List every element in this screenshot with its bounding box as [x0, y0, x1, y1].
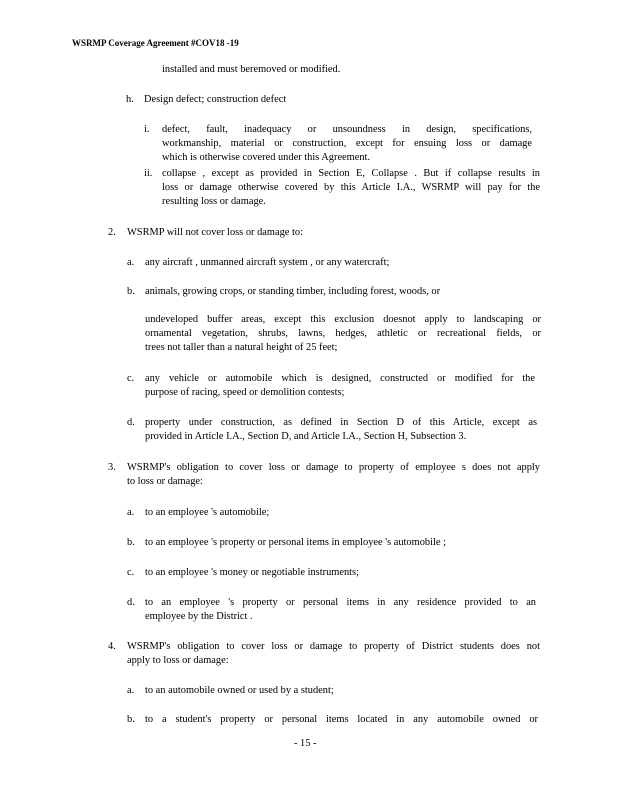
section-3-line-2: to loss or damage:: [127, 476, 203, 487]
section-3-a-text: to an employee 's automobile;: [145, 507, 270, 518]
section-3-d-line-1: to an employee 's property or personal items in any residence provided to an: [145, 597, 536, 608]
item-h-i-line-3: which is otherwise covered under this Agreement.: [162, 152, 371, 163]
section-2-b-line-3: ornamental vegetation, shrubs, lawns, hedges, athletic or recreational fields, or: [145, 328, 541, 339]
section-2-d-line-1: property under construction, as defined in Section D of this Article, except as: [145, 417, 537, 428]
item-h-marker: h.: [126, 94, 134, 105]
section-4-a-marker: a.: [127, 685, 135, 696]
item-h-ii-line-1: collapse , except as provided in Section E, Collapse . But if collapse results in: [162, 168, 540, 179]
section-3-b-marker: b.: [127, 537, 135, 548]
section-2-number: 2.: [108, 227, 116, 238]
item-h-text: Design defect; construction defect: [144, 94, 287, 105]
section-2-c-line-2: purpose of racing, speed or demolition contests;: [145, 387, 345, 398]
section-2-c-line-1: any vehicle or automobile which is designed, constructed or modified for the: [145, 373, 535, 384]
item-h-ii-marker: ii.: [144, 168, 153, 179]
section-2-a-marker: a.: [127, 257, 135, 268]
section-3-b-text: to an employee 's property or personal items in employee 's automobile ;: [145, 537, 446, 548]
section-3-number: 3.: [108, 462, 116, 473]
item-h-i-line-1: defect, fault, inadequacy or unsoundness in design, specifications,: [162, 124, 532, 135]
section-4-number: 4.: [108, 641, 116, 652]
section-2-c-marker: c.: [127, 373, 135, 384]
section-2-b-line-1: animals, growing crops, or standing timber, including forest, woods, or: [145, 286, 441, 297]
section-3-c-text: to an employee 's money or negotiable instruments;: [145, 567, 359, 578]
section-2-d-line-2: provided in Article I.A., Section D, and Article I.A., Section H, Subsection 3.: [145, 431, 467, 442]
item-h-i-marker: i.: [144, 124, 150, 135]
section-3-d-line-2: employee by the District .: [145, 611, 253, 622]
section-2-b-marker: b.: [127, 286, 135, 297]
section-4-b-text: to a student's property or personal items located in any automobile owned or: [145, 714, 538, 725]
section-2-b-line-2: undeveloped buffer areas, except this exclusion doesnot apply to landscaping or: [145, 314, 541, 325]
section-4-line-1: WSRMP's obligation to cover loss or damage to property of District students does not: [127, 641, 540, 652]
item-h-i-line-2: workmanship, material or construction, except for ensuing loss or damage: [162, 138, 532, 149]
section-3-line-1: WSRMP's obligation to cover loss or damage to property of employee s does not apply: [127, 462, 540, 473]
section-2-a-text: any aircraft , unmanned aircraft system , or any watercraft;: [145, 257, 390, 268]
page-header: WSRMP Coverage Agreement #COV18 -19: [72, 38, 239, 48]
section-2-text: WSRMP will not cover loss or damage to:: [127, 227, 303, 238]
section1-tail-text: installed and must beremoved or modified.: [162, 64, 341, 75]
section-2-b-line-4: trees not taller than a natural height of 25 feet;: [145, 342, 338, 353]
section-2-d-marker: d.: [127, 417, 135, 428]
section-3-a-marker: a.: [127, 507, 135, 518]
page-number: - 15 -: [294, 738, 317, 749]
section-4-a-text: to an automobile owned or used by a student;: [145, 685, 334, 696]
item-h-ii-line-3: resulting loss or damage.: [162, 196, 266, 207]
section-4-b-marker: b.: [127, 714, 135, 725]
section-4-line-2: apply to loss or damage:: [127, 655, 229, 666]
item-h-ii-line-2: loss or damage otherwise covered by this Article I.A., WSRMP will pay for the: [162, 182, 540, 193]
section-3-c-marker: c.: [127, 567, 135, 578]
section-3-d-marker: d.: [127, 597, 135, 608]
